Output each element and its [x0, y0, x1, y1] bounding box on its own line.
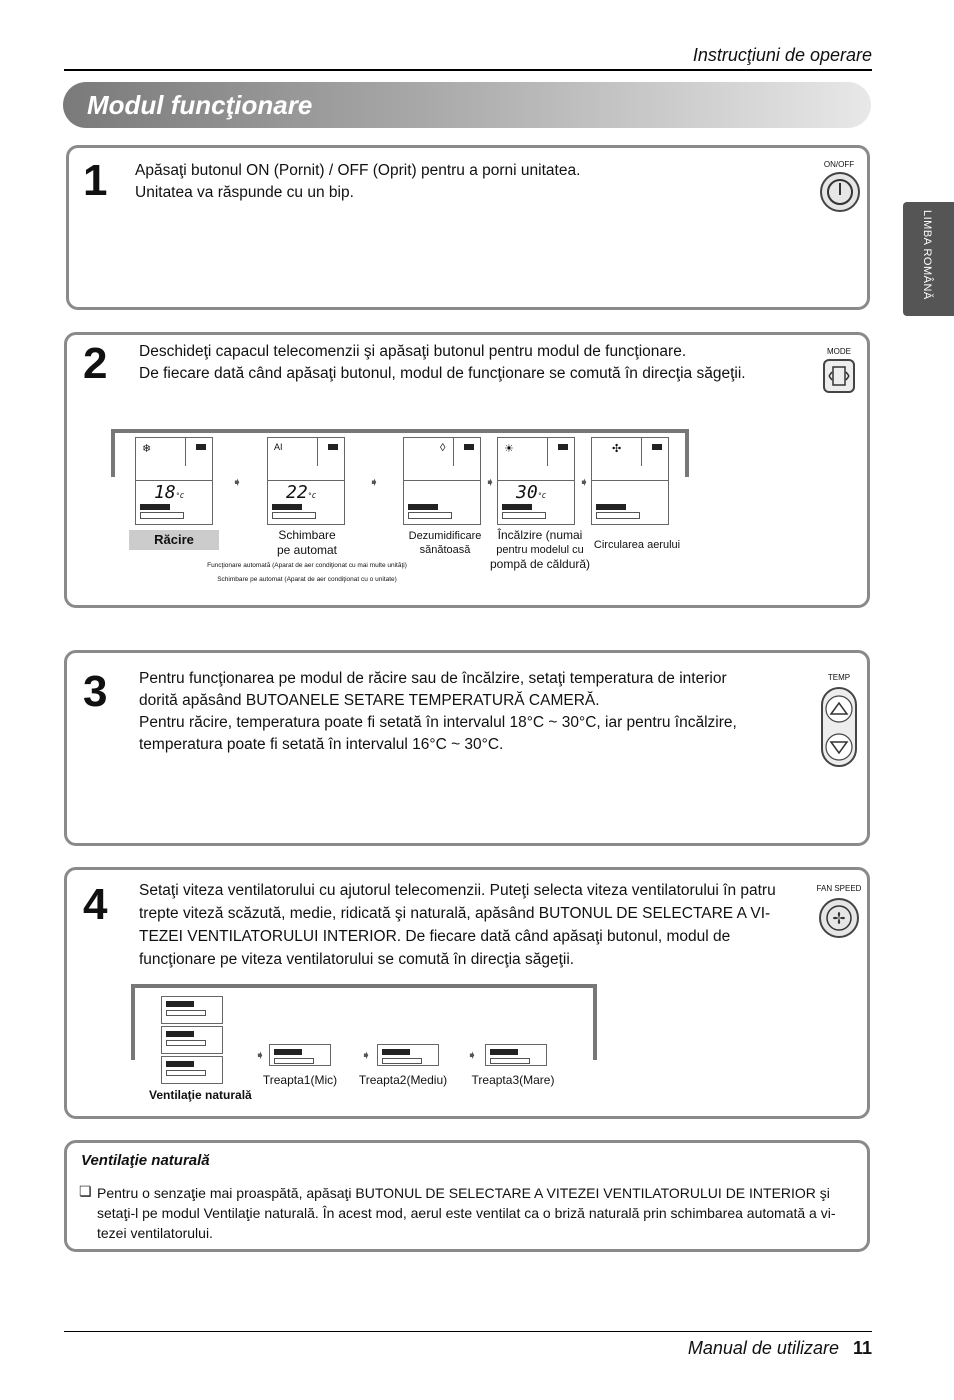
step-4-line-4: funcţionare pe viteza ventilatorului se comută în direcţia săgeţii.: [139, 951, 575, 968]
step-3-line-2: dorită apăsând BUTOANELE SETARE TEMPERATURĂ CAMERĂ.: [139, 692, 600, 709]
battery-icon: [464, 444, 474, 450]
arrow-right-icon: ➧: [485, 475, 496, 489]
fan-speed-tag: [596, 504, 626, 510]
fan-lcd-natural-3: [161, 1056, 223, 1084]
step-3-line-3: Pentru răcire, temperatura poate fi setată în intervalul 18°C ~ 30°C, iar pentru încălzire,: [139, 714, 737, 731]
caption-cooling: Răcire: [129, 530, 219, 550]
fan-icon: ✣: [612, 443, 622, 455]
lcd-temp-heating: 30°C: [516, 482, 547, 503]
step-1-box: [66, 145, 870, 310]
fan-icon: [821, 900, 857, 936]
natural-ventilation-note: [64, 1140, 870, 1252]
water-drop-icon: ◊: [440, 442, 446, 454]
step-3-line-4: temperatura poate fi setată în intervalul 16°C ~ 30°C.: [139, 736, 504, 753]
caption-heating-2: pentru modelul cu: [496, 544, 584, 556]
triangle-down-icon: [824, 729, 854, 765]
header-divider: [64, 69, 872, 71]
caption-air-circulation: Circularea aerului: [593, 539, 681, 551]
fan-speed-tag: [502, 504, 532, 510]
step-4-line-1: Setaţi viteza ventilatorului cu ajutorul telecomenzii. Puteţi selecta viteza ventilatorului în patru: [139, 882, 776, 899]
fan-lcd-step-2: [377, 1044, 439, 1066]
caption-dehumidify-1: Dezumidificare: [408, 530, 482, 542]
snowflake-icon: ❄: [142, 443, 152, 455]
step-3-box: [64, 650, 870, 846]
footnote-auto-single: Schimbare pe automat (Aparat de aer condiţionat cu o unitate): [217, 576, 397, 583]
temp-button-group: [821, 687, 857, 767]
footnote-auto-multi: Funcţionare automată (Aparat de aer condiţionat cu mai multe unităţi): [207, 562, 407, 569]
natural-ventilation-label: Ventilaţie naturală: [149, 1088, 252, 1102]
footer-manual-title: Manual de utilizare: [687, 1338, 839, 1358]
triangle-up-icon: [824, 691, 854, 727]
language-tab: [903, 202, 954, 316]
language-tab-label: LIMBA ROMÂNĂ: [921, 210, 933, 300]
battery-icon: [328, 444, 338, 450]
arrow-right-icon: ➧: [467, 1048, 478, 1062]
fan-speed-button[interactable]: [819, 898, 859, 938]
temp-down-button[interactable]: [824, 729, 854, 765]
caption-heating-3: pompă de căldură): [489, 557, 591, 571]
fan-speed-tag: [272, 504, 302, 510]
step-4-box: [64, 867, 870, 1119]
arrow-right-icon: ➧: [232, 475, 243, 489]
mode-icon: [825, 361, 853, 391]
arrow-right-icon: ➧: [369, 475, 380, 489]
fan-step-2-label: Treapta2(Mediu): [358, 1073, 448, 1087]
step-4-line-2: trepte viteză scăzută, medie, ridicată şi naturală, apăsând BUTONUL DE SELECTARE A VI-: [139, 905, 771, 922]
arrow-right-icon: ➧: [579, 475, 590, 489]
fan-speed-button-label: FAN SPEED: [816, 884, 862, 893]
lcd-temp-cooling: 18°C: [154, 482, 185, 503]
sun-icon: ☀: [504, 443, 514, 455]
degree-unit: °C: [175, 492, 185, 500]
step-3-number: 3: [83, 667, 108, 716]
step-3-line-1: Pentru funcţionarea pe modul de răcire sau de încălzire, setaţi temperatura de interior: [139, 670, 727, 687]
note-line-3: tezei ventilatorului.: [97, 1225, 213, 1241]
temp-up-button[interactable]: [824, 691, 854, 727]
onoff-button[interactable]: [820, 172, 860, 212]
section-header: Instrucţiuni de operare: [692, 45, 872, 65]
temp-button-label: TEMP: [827, 673, 851, 682]
step-2-box: [64, 332, 870, 608]
lcd-temp-auto: 22°C: [286, 482, 317, 503]
fan-lcd-natural-2: [161, 1026, 223, 1054]
power-icon: [822, 174, 858, 210]
caption-dehumidify-2: sănătoasă: [419, 544, 471, 556]
auto-icon: AI: [274, 442, 283, 452]
fan-lcd-step-3: [485, 1044, 547, 1066]
lcd-cooling: [135, 437, 213, 525]
lcd-heating: [497, 437, 575, 525]
caption-auto-1: Schimbare: [278, 528, 336, 542]
lcd-auto: [267, 437, 345, 525]
onoff-button-label: ON/OFF: [823, 160, 855, 169]
step-4-line-3: TEZEI VENTILATORULUI INTERIOR. De fiecare dată când apăsaţi butonul, modul de: [139, 928, 731, 945]
note-line-2: setaţi-l pe modul Ventilaţie naturală. În acest mod, aerul este ventilat ca o briză naturală prin schimbarea automată a vi-: [97, 1205, 836, 1221]
page-title: Modul funcţionare: [87, 90, 313, 120]
fan-lcd-natural-1: [161, 996, 223, 1024]
mode-button-label: MODE: [827, 347, 851, 356]
note-line-1: Pentru o senzaţie mai proaspătă, apăsaţi BUTONUL DE SELECTARE A VITEZEI VENTILATORULUI DE INTERIOR şi: [97, 1185, 830, 1201]
caption-auto-2: pe automat: [276, 543, 338, 557]
footer-divider: [64, 1331, 872, 1332]
mode-button[interactable]: [823, 359, 855, 393]
arrow-right-icon: ➧: [255, 1048, 266, 1062]
note-bullet-icon: ❏: [79, 1183, 92, 1199]
lcd-fan: [591, 437, 669, 525]
caption-heating-1: Încălzire (numai: [497, 528, 583, 542]
battery-icon: [196, 444, 206, 450]
fan-step-1-label: Treapta1(Mic): [262, 1073, 338, 1087]
step-2-line-1: Deschideţi capacul telecomenzii şi apăsaţi butonul pentru modul de funcţionare.: [139, 343, 687, 360]
page-number: 11: [852, 1338, 872, 1358]
step-1-number: 1: [83, 156, 108, 205]
note-title: Ventilaţie naturală: [81, 1152, 210, 1169]
fan-speed-tag: [140, 504, 170, 510]
arrow-right-icon: ➧: [361, 1048, 372, 1062]
battery-icon: [558, 444, 568, 450]
step-4-number: 4: [83, 880, 108, 929]
lcd-dehumidify: [403, 437, 481, 525]
title-banner: [63, 82, 871, 128]
fan-lcd-step-1: [269, 1044, 331, 1066]
fan-speed-tag: [408, 504, 438, 510]
footer: [688, 1338, 872, 1359]
step-1-line-2: Unitatea va răspunde cu un bip.: [135, 184, 354, 201]
degree-unit: °C: [307, 492, 317, 500]
battery-icon: [652, 444, 662, 450]
step-2-number: 2: [83, 339, 108, 388]
fan-step-3-label: Treapta3(Mare): [471, 1073, 555, 1087]
step-1-line-1: Apăsaţi butonul ON (Pornit) / OFF (Oprit) pentru a porni unitatea.: [135, 162, 581, 179]
degree-unit: °C: [537, 492, 547, 500]
step-2-line-2: De fiecare dată când apăsaţi butonul, modul de funcţionare se comută în direcţia săgeţii.: [139, 365, 746, 382]
